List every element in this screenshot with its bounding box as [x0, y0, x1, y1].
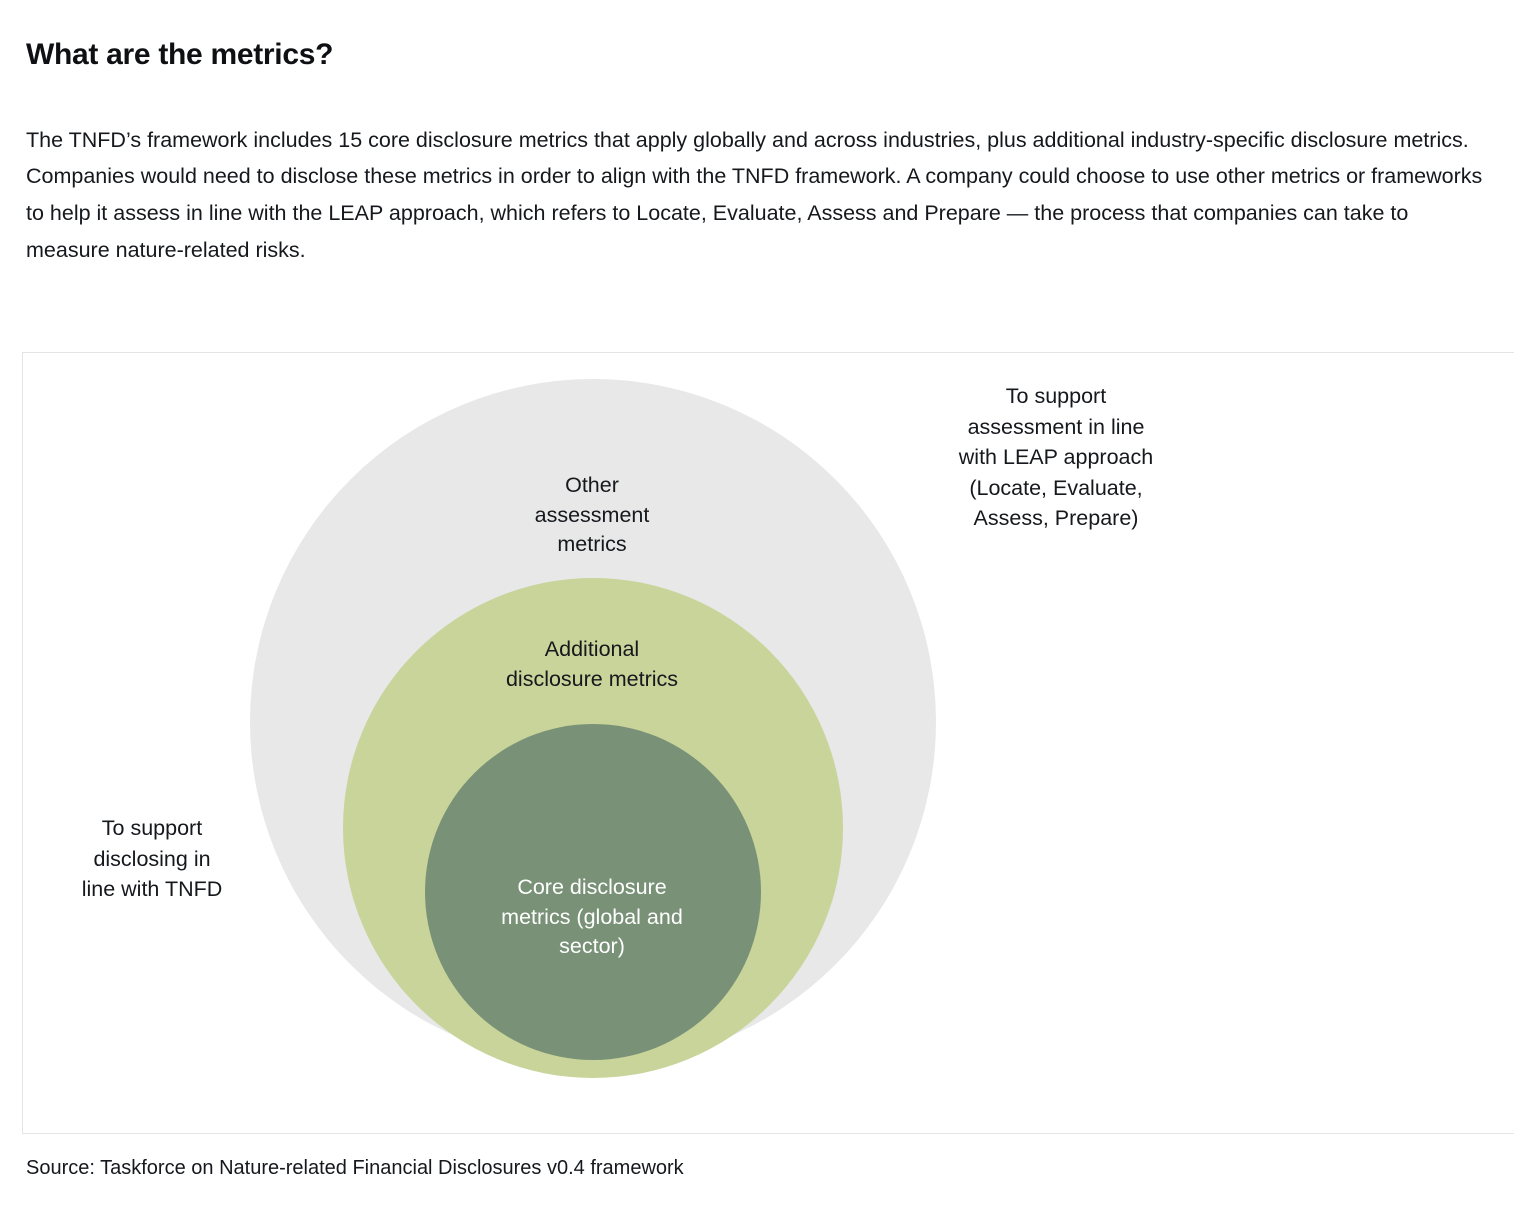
concentric-circles-diagram	[22, 353, 1514, 1133]
annotation-right-line-3: with LEAP approach	[958, 445, 1154, 470]
ring-outer-label	[452, 471, 732, 560]
annotation-left	[32, 813, 272, 905]
source-note: Source: Taskforce on Nature-related Financial Disclosures v0.4 framework	[26, 1157, 684, 1179]
divider-bottom	[22, 1133, 1514, 1134]
annotation-right-line-2: assessment in line	[967, 414, 1145, 439]
ring-inner-label	[452, 873, 732, 962]
ring-inner-label-line-3: sector)	[559, 934, 625, 959]
annotation-left-line-3: line with TNFD	[81, 877, 223, 902]
ring-outer-label-line-2: assessment	[534, 502, 650, 527]
ring-middle-label	[422, 635, 762, 694]
ring-outer-label-line-1: Other	[565, 473, 619, 497]
ring-inner-label-line-2: metrics (global and	[501, 904, 683, 929]
annotation-left-line-2: disclosing in	[93, 846, 211, 871]
annotation-right	[906, 381, 1206, 534]
annotation-left-line-1: To support	[101, 816, 203, 840]
annotation-right-line-5: Assess, Prepare)	[973, 506, 1139, 531]
ring-middle-label-line-2: disclosure metrics	[505, 666, 679, 691]
ring-outer-label-line-3: metrics	[557, 532, 627, 557]
page-title: What are the metrics?	[26, 38, 334, 72]
ring-inner-label-line-1: Core disclosure	[517, 875, 667, 899]
ring-middle-label-line-1: Additional	[544, 637, 640, 661]
annotation-right-line-4: (Locate, Evaluate,	[969, 475, 1143, 500]
intro-paragraph: The TNFD’s framework includes 15 core disclosure metrics that apply globally and across industries, plus additional industry-specific disclosure metrics. Companies would need to disclose these metrics in order to align with the TNFD framework. A company could choose to use other metrics or frameworks to help it assess in line with the LEAP approach, which refers to Locate, Evaluate, Assess and Prepare — the process that companies can take to measure nature-related risks.	[26, 127, 1483, 263]
annotation-right-line-1: To support	[1005, 384, 1107, 408]
